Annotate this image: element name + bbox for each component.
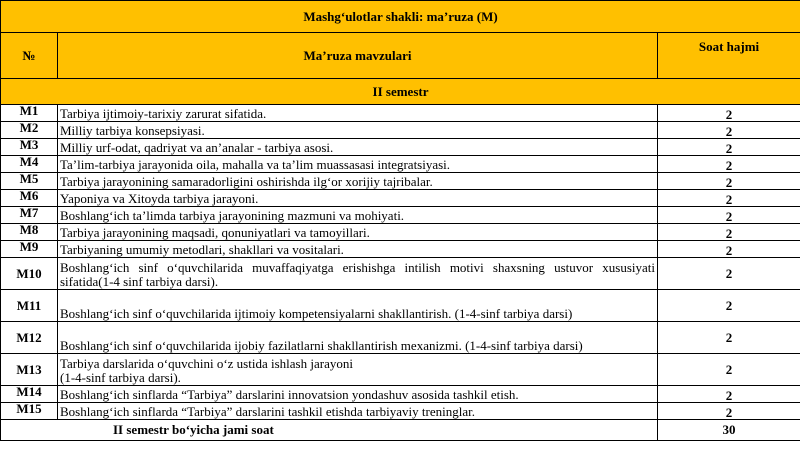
lecture-hours: 2 (658, 173, 800, 190)
lecture-number: M9 (1, 241, 58, 258)
table-row (1, 207, 800, 224)
number-header: № (1, 33, 58, 79)
lecture-number: M3 (1, 139, 58, 156)
lecture-topic: Tarbiya darslarida o‘quvchini o‘z ustida ishlash jarayoni (1-4-sinf tarbiya darsi). (58, 354, 658, 386)
table-row (1, 322, 800, 354)
lecture-hours: 2 (658, 386, 800, 403)
lecture-hours: 2 (658, 258, 800, 290)
lecture-hours: 2 (658, 224, 800, 241)
table-row (1, 354, 800, 386)
lecture-hours: 2 (658, 122, 800, 139)
table-row (1, 241, 800, 258)
topics-header: Ma’ruza mavzulari (58, 33, 658, 79)
lecture-hours: 2 (658, 139, 800, 156)
lecture-topic: Milliy tarbiya konsepsiyasi. (58, 122, 658, 139)
header-row (1, 33, 800, 79)
lecture-number: M10 (1, 258, 58, 290)
lecture-number: M5 (1, 173, 58, 190)
table-row (1, 173, 800, 190)
table-footer (1, 420, 800, 441)
table-title: Mashg‘ulotlar shakli: ma’ruza (M) (1, 1, 800, 33)
table-row (1, 290, 800, 322)
lecture-topic: Yaponiya va Xitoyda tarbiya jarayoni. (58, 190, 658, 207)
table-body (1, 1, 800, 105)
lecture-topic: Tarbiya jarayonining samaradorligini oshirishda ilg‘or xorijiy tajribalar. (58, 173, 658, 190)
lecture-hours: 2 (658, 156, 800, 173)
lecture-hours: 2 (658, 354, 800, 386)
table-row (1, 258, 800, 290)
lecture-number: M1 (1, 105, 58, 122)
lecture-number: M11 (1, 290, 58, 322)
total-row (1, 420, 800, 441)
table-row (1, 403, 800, 420)
table-row (1, 105, 800, 122)
lecture-rows (1, 105, 800, 420)
lecture-number: M14 (1, 386, 58, 403)
lecture-hours: 2 (658, 241, 800, 258)
lecture-hours: 2 (658, 322, 800, 354)
table-row (1, 224, 800, 241)
lecture-topic: Boshlang‘ich sinf o‘quvchilarida ijobiy fazilatlarni shakllantirish mexanizmi. (1-4-sinf tarbiya darsi) (58, 322, 658, 354)
semester-label: II semestr (1, 79, 800, 105)
lecture-topic: Boshlang‘ich sinflarda “Tarbiya” darslarini tashkil etishda tarbiyaviy treninglar. (58, 403, 658, 420)
lecture-number: M8 (1, 224, 58, 241)
lecture-number: M4 (1, 156, 58, 173)
table-title-row (1, 1, 800, 33)
table-row (1, 139, 800, 156)
lecture-topic: Boshlang‘ich sinf o‘quvchilarida muvaffaqiyatga erishishga intilish motivi shaxsning ustuvor xususiyati sifatida(1-4 sinf tarbiya darsi). (58, 258, 658, 290)
total-hours: 30 (658, 420, 800, 441)
lecture-topic: Milliy urf-odat, qadriyat va an’analar - tarbiya asosi. (58, 139, 658, 156)
lecture-number: M2 (1, 122, 58, 139)
lecture-number: M6 (1, 190, 58, 207)
lecture-hours: 2 (658, 190, 800, 207)
lecture-topic: Tarbiyaning umumiy metodlari, shakllari va vositalari. (58, 241, 658, 258)
lecture-topic: Tarbiya ijtimoiy-tarixiy zarurat sifatida. (58, 105, 658, 122)
lecture-hours: 2 (658, 207, 800, 224)
table-row (1, 190, 800, 207)
lecture-hours: 2 (658, 403, 800, 420)
total-label: II semestr bo‘yicha jami soat (1, 420, 658, 441)
hours-header: Soat hajmi (658, 33, 800, 79)
lecture-topic: Boshlang‘ich sinflarda “Tarbiya” darslarini innovatsion yondashuv asosida tashkil etish. (58, 386, 658, 403)
lecture-number: M15 (1, 403, 58, 420)
lecture-number: M7 (1, 207, 58, 224)
table-row (1, 386, 800, 403)
table-row (1, 156, 800, 173)
lecture-topic: Boshlang‘ich sinf o‘quvchilarida ijtimoiy kompetensiyalarni shakllantirish. (1-4-sinf tarbiya darsi) (58, 290, 658, 322)
lecture-topic: Boshlang‘ich ta’limda tarbiya jarayonining mazmuni va mohiyati. (58, 207, 658, 224)
lecture-topic: Tarbiya jarayonining maqsadi, qonuniyatlari va tamoyillari. (58, 224, 658, 241)
lecture-hours: 2 (658, 105, 800, 122)
lecture-number: M12 (1, 322, 58, 354)
lecture-topic: Ta’lim-tarbiya jarayonida oila, mahalla va ta’lim muassasasi integratsiyasi. (58, 156, 658, 173)
table-row (1, 122, 800, 139)
lecture-hours: 2 (658, 290, 800, 322)
lecture-number: M13 (1, 354, 58, 386)
semester-row (1, 79, 800, 105)
